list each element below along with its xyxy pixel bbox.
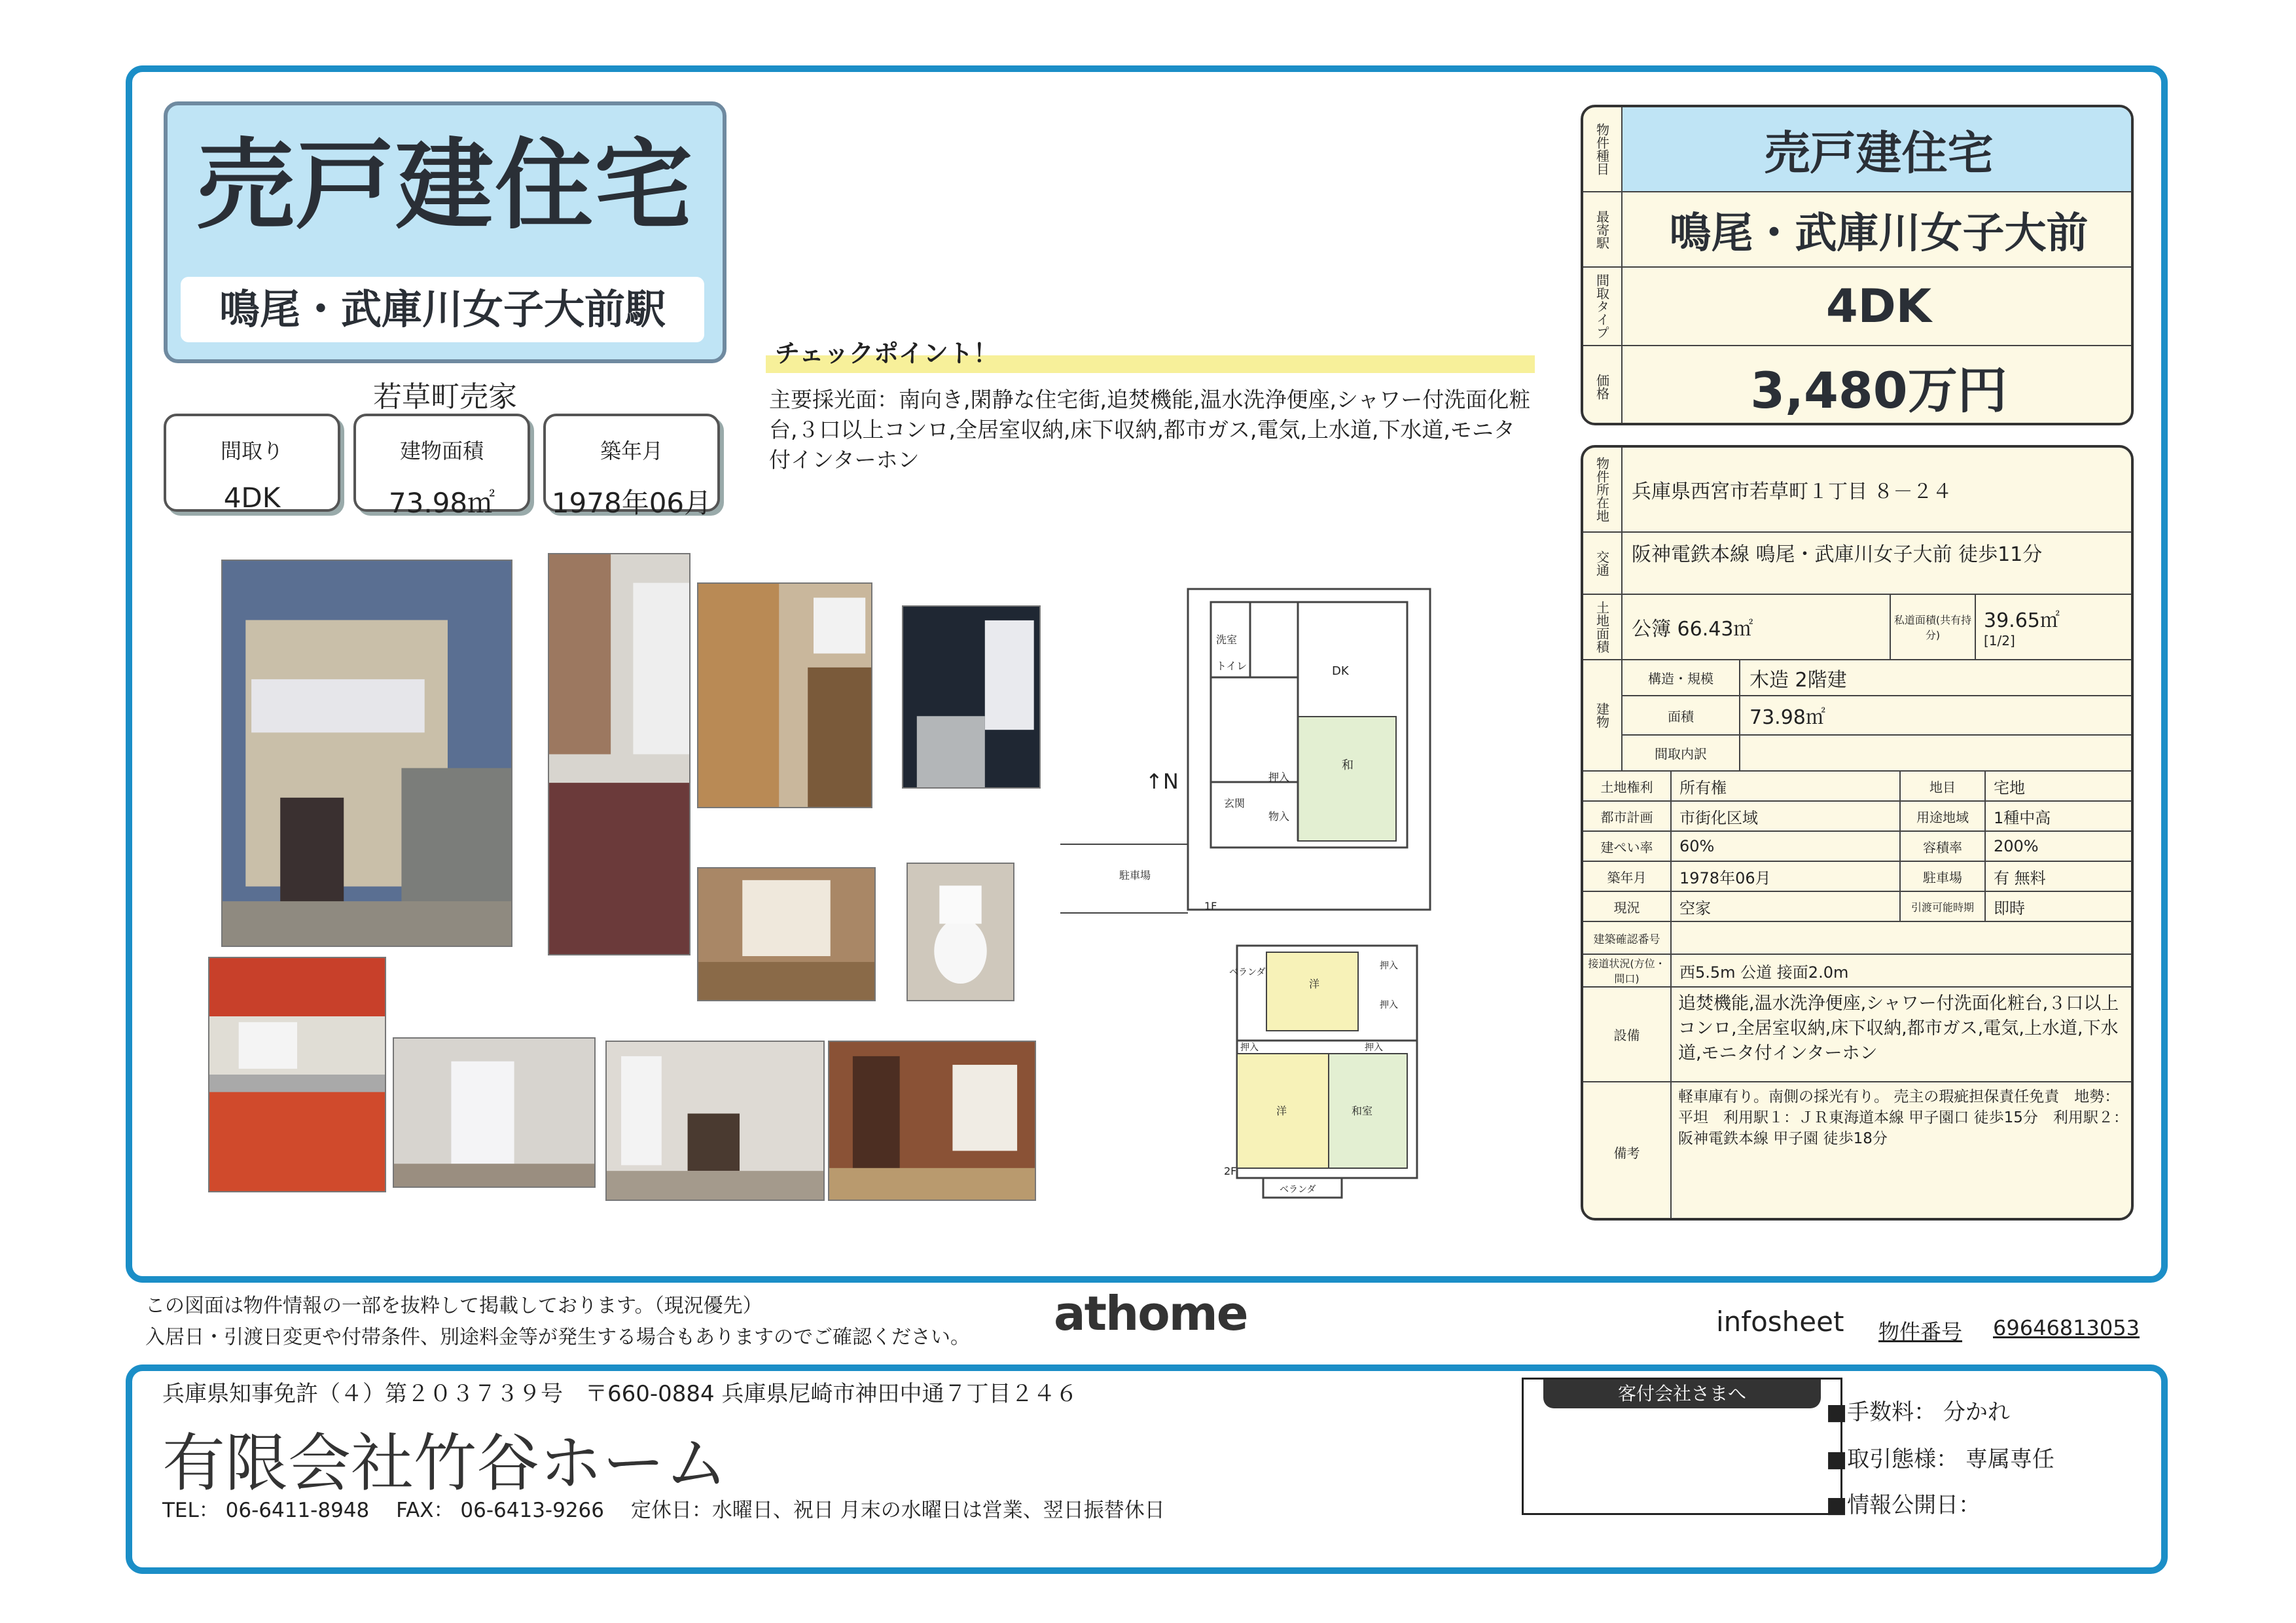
stat-built-date	[543, 414, 720, 519]
spec-row-value: 市街化区域	[1672, 802, 1901, 832]
spec-row-value: 空家	[1672, 892, 1901, 922]
checkpoint-text: 主要採光面：南向き,閑静な住宅街,追焚機能,温水洗浄便座,シャワー付洗面化粧台,３口以上コンロ,全居室収納,床下収納,都市ガス,電気,上水道,下水道,モニタ付インターホン	[769, 387, 1531, 473]
fp-label-parking: 駐車場	[1119, 869, 1151, 882]
spec-private-road-value: 39.65㎡	[1984, 609, 2060, 632]
referral-box	[1522, 1378, 1842, 1515]
photo-bathroom	[902, 605, 1041, 789]
disclosure-info: ■情報公開日：	[1826, 1492, 1981, 1518]
spec-remarks-label: 備考	[1583, 1082, 1672, 1221]
spec-row-key: 引渡可能時期	[1901, 892, 1986, 922]
north-arrow-icon: ↑N	[1145, 769, 1179, 794]
fp-label-floor: 2F	[1224, 1165, 1237, 1177]
stat-value: 4DK	[223, 482, 281, 514]
spec-building-label: 建物	[1583, 660, 1623, 772]
spec-type-label: 物件種目	[1583, 107, 1623, 192]
company-license: 兵庫県知事免許（４）第２０３７３９号 〒660-0884 兵庫県尼崎市神田中通７丁目２４６	[162, 1381, 1078, 1407]
fp-label-oshiire2: 押入	[1380, 1000, 1398, 1010]
fp-label-you2: 洋	[1276, 1105, 1287, 1117]
spec-area-label: 面積	[1623, 696, 1740, 736]
spec-structure-value: 木造 2階建	[1740, 660, 2134, 696]
photo-room-window	[697, 867, 876, 1001]
spec-row-key: 容積率	[1901, 832, 1986, 862]
spec-row-value: 200%	[1986, 832, 2134, 862]
spec-station-value: 鳴尾・武庫川女子大前	[1623, 192, 2134, 268]
stat-label: 建物面積	[399, 438, 484, 463]
athome-logo: athome	[1054, 1286, 1247, 1341]
spec-private-road-label: 私道面積(共有持分)	[1891, 595, 1976, 660]
spec-equip-label: 設備	[1583, 988, 1672, 1082]
spec-breakdown-value	[1740, 736, 2134, 772]
spec-row-key: 現況	[1583, 892, 1672, 922]
spec-equip-value: 追焚機能,温水洗浄便座,シャワー付洗面化粧台,３口以上コンロ,全居室収納,床下収納,都市ガス,電気,上水道,下水道,モニタ付インターホン	[1672, 988, 2134, 1082]
fp-label-washitsu: 和室	[1352, 1105, 1373, 1117]
photo-room-cabinet	[605, 1041, 825, 1201]
spec-row-key: 建ぺい率	[1583, 832, 1672, 862]
spec-row-key: 地目	[1901, 772, 1986, 802]
photo-toilet	[906, 863, 1014, 1001]
fp-label-you1: 洋	[1309, 978, 1320, 990]
spec-land-value: 公簿 66.43㎡	[1623, 595, 1891, 660]
spec-row-key: 築年月	[1583, 862, 1672, 892]
fp-label-oshiire3: 押入	[1240, 1043, 1259, 1053]
spec-traffic-value: 阪神電鉄本線 鳴尾・武庫川女子大前 徒歩11分	[1623, 533, 2134, 595]
spec-type-value: 売戸建住宅	[1623, 107, 2134, 192]
spec-breakdown-label: 間取内訳	[1623, 736, 1740, 772]
station-name: 鳴尾・武庫川女子大前駅	[181, 277, 704, 342]
transaction-info: ■取引態様： 専属専任	[1826, 1446, 2054, 1472]
stat-label: 間取り	[220, 438, 283, 463]
stat-value: 1978年06月	[551, 487, 712, 519]
spec-private-road-cell	[1976, 595, 2134, 660]
spec-layout-label: 間取タイプ	[1583, 268, 1623, 346]
spec-layout-value: 4DK	[1623, 268, 2134, 346]
photo-kitchen	[208, 957, 386, 1192]
spec-address-value: 兵庫県西宮市若草町１丁目 ８－２４	[1623, 448, 2134, 533]
spec-row-value: 即時	[1986, 892, 2134, 922]
title-block	[164, 101, 726, 363]
property-number-label: 物件番号	[1878, 1319, 1963, 1344]
fp-label-veranda-top: ベランダ	[1229, 967, 1266, 978]
property-subtitle: 若草町売家	[373, 380, 517, 414]
spec-row-value: 宅地	[1986, 772, 2134, 802]
photo-stairs	[697, 582, 872, 808]
fp-label-dk: DK	[1332, 664, 1349, 678]
spec-address-label: 物件所在地	[1583, 448, 1623, 533]
spec-confirm-label: 建築確認番号	[1583, 922, 1672, 955]
spec-detail	[1581, 445, 2134, 1221]
spec-row-value: 有 無料	[1986, 862, 2134, 892]
spec-confirm-value	[1672, 922, 2134, 955]
fp-label-wasitsu: 洗室	[1216, 633, 1238, 646]
fp-label-veranda-bottom: ベランダ	[1280, 1185, 1316, 1195]
spec-traffic-label: 交通	[1583, 533, 1623, 595]
checkpoint-heading: チェックポイント！	[766, 334, 1535, 373]
property-number: 69646813053	[1993, 1315, 2140, 1340]
spec-row-key: 駐車場	[1901, 862, 1986, 892]
photo-western-room	[393, 1037, 596, 1188]
floorplan-2f	[1224, 939, 1420, 1207]
disclaimer-line-1: この図面は物件情報の一部を抜粋して掲載しております。（現況優先）	[145, 1294, 762, 1317]
company-contact: TEL： 06-6411-8948 FAX： 06-6413-9266 定休日：水曜日、祝日 月末の水曜日は営業、翌日振替休日	[162, 1499, 1165, 1522]
page-title: 売戸建住宅	[196, 129, 694, 243]
spec-road-label: 接道状況(方位・間口)	[1583, 955, 1672, 988]
fp-label-oshiire4: 押入	[1365, 1043, 1383, 1053]
referral-box-label: 客付会社さまへ	[1543, 1380, 1821, 1408]
spec-row-key: 用途地域	[1901, 802, 1986, 832]
spec-private-road-share: [1/2]	[1984, 633, 2015, 649]
spec-structure-label: 構造・規模	[1623, 660, 1740, 696]
spec-row-value: 60%	[1672, 832, 1901, 862]
fp-label-wa: 和	[1342, 758, 1354, 772]
spec-price-label: 価格	[1583, 346, 1623, 425]
stat-label: 築年月	[600, 438, 663, 463]
spec-summary	[1581, 105, 2134, 425]
spec-price-value: 3,480万円	[1623, 346, 2134, 425]
floorplan-1f	[1060, 586, 1437, 919]
spec-remarks-value: 軽車庫有り。南側の採光有り。 売主の瑕疵担保責任免責 地勢：平坦 利用駅１：ＪＲ東海道本線 甲子園口 徒歩15分 利用駅２：阪神電鉄本線 甲子園 徒歩18分	[1672, 1082, 2134, 1221]
spec-area-value: 73.98㎡	[1740, 696, 2134, 736]
fp-label-genkan: 玄関	[1224, 797, 1246, 810]
fee-info: ■手数料： 分かれ	[1826, 1399, 2010, 1425]
photo-approach	[548, 553, 691, 955]
spec-land-label: 土地面積	[1583, 595, 1623, 660]
photo-exterior	[221, 560, 512, 947]
fp-label-monoire: 物入	[1268, 810, 1290, 823]
spec-row-value: 所有権	[1672, 772, 1901, 802]
stat-value: 73.98㎡	[388, 487, 495, 519]
fp-label-floor: 1F	[1204, 900, 1217, 912]
company-name: 有限会社竹谷ホーム	[162, 1427, 728, 1500]
spec-row-key: 都市計画	[1583, 802, 1672, 832]
fp-label-oshiire1: 押入	[1380, 961, 1398, 971]
spec-row-value: 1種中高	[1986, 802, 2134, 832]
fp-label-toilet: トイレ	[1216, 660, 1247, 672]
spec-row-key: 土地権利	[1583, 772, 1672, 802]
disclaimer-line-2: 入居日・引渡日変更や付帯条件、別途料金等が発生する場合もありますのでご確認ください。	[145, 1326, 970, 1349]
spec-road-value: 西5.5m 公道 接面2.0m	[1672, 955, 2134, 988]
fp-label-oshiire: 押入	[1268, 771, 1290, 783]
photo-japanese-room	[828, 1041, 1036, 1201]
stat-layout	[164, 414, 340, 512]
infosheet-label: infosheet	[1716, 1306, 1844, 1338]
stat-building-area	[353, 414, 530, 519]
spec-row-value: 1978年06月	[1672, 862, 1901, 892]
spec-station-label: 最寄駅	[1583, 192, 1623, 268]
